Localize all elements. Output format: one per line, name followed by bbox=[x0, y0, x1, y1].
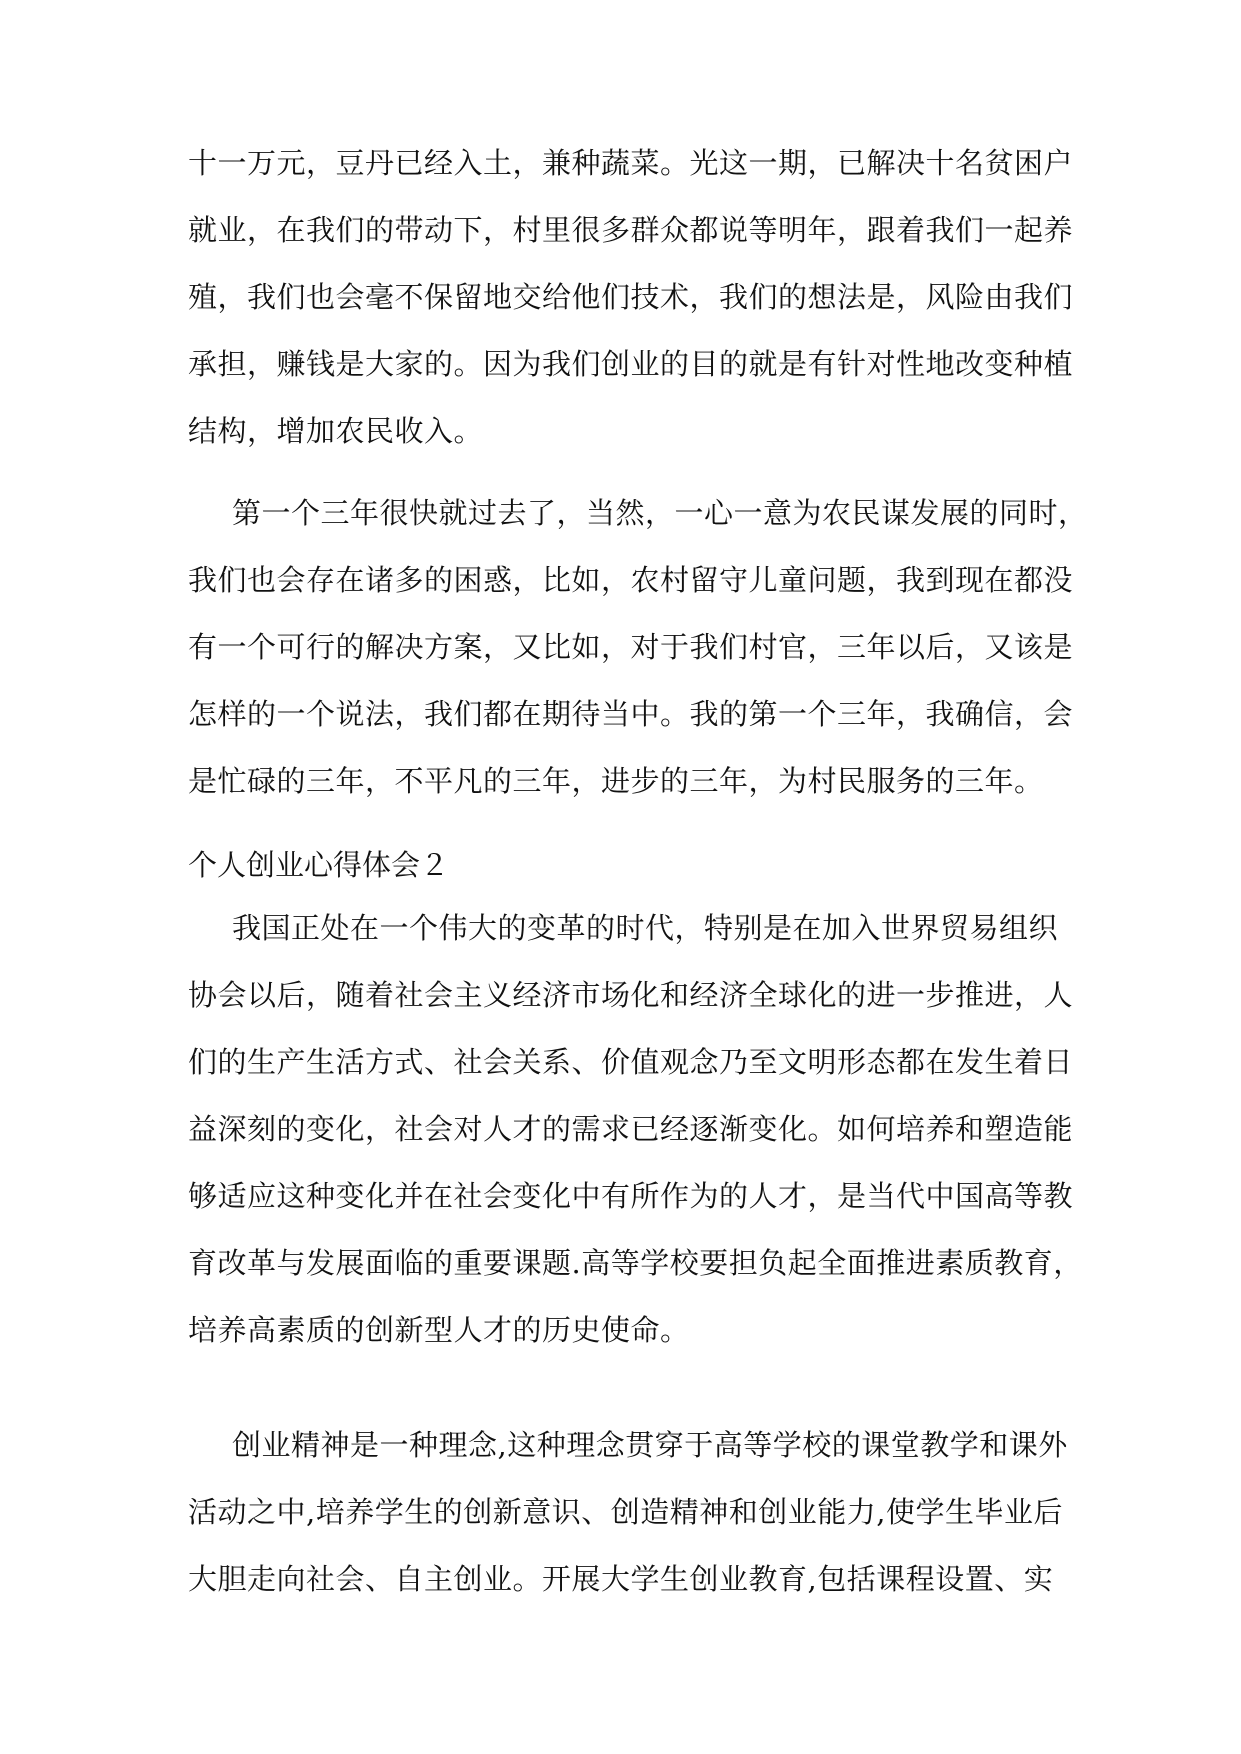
paragraph-3 bbox=[188, 895, 1083, 1364]
paragraph-line: 益深刻的变化，社会对人才的需求已经逐渐变化。如何培养和塑造能 bbox=[188, 1112, 1074, 1146]
paragraph-line: 培养高素质的创新型人才的历史使命。 bbox=[188, 1313, 690, 1347]
paragraph-line: 够适应这种变化并在社会变化中有所作为的人才，是当代中国高等教 bbox=[188, 1179, 1074, 1213]
paragraph-line: 承担，赚钱是大家的。因为我们创业的目的就是有针对性地改变种植 bbox=[188, 347, 1074, 381]
paragraph-line: 就业，在我们的带动下，村里很多群众都说等明年，跟着我们一起养 bbox=[188, 213, 1074, 247]
paragraph-line: 怎样的一个说法，我们都在期待当中。我的第一个三年，我确信，会 bbox=[188, 697, 1074, 731]
paragraph-line: 我们也会存在诸多的困惑，比如，农村留守儿童问题，我到现在都没 bbox=[188, 563, 1074, 597]
paragraph-line: 活动之中,培养学生的创新意识、创造精神和创业能力,使学生毕业后 bbox=[188, 1495, 1063, 1529]
section-heading: 个人创业心得体会２ bbox=[188, 848, 450, 882]
paragraph-line: 们的生产生活方式、社会关系、价值观念乃至文明形态都在发生着日 bbox=[188, 1045, 1074, 1079]
paragraph-line: 育改革与发展面临的重要课题.高等学校要担负起全面推进素质教育， bbox=[188, 1246, 1083, 1280]
paragraph-line: 大胆走向社会、自主创业。开展大学生创业教育,包括课程设置、实 bbox=[188, 1562, 1054, 1596]
paragraph-4 bbox=[188, 1412, 1068, 1613]
paragraph-line: 协会以后，随着社会主义经济市场化和经济全球化的进一步推进，人 bbox=[188, 978, 1074, 1012]
paragraph-line: 有一个可行的解决方案，又比如，对于我们村官，三年以后，又该是 bbox=[188, 630, 1074, 664]
paragraph-line: 是忙碌的三年，不平凡的三年，进步的三年，为村民服务的三年。 bbox=[188, 764, 1044, 798]
paragraph-line: 第一个三年很快就过去了，当然，一心一意为农民谋发展的同时， bbox=[232, 496, 1088, 530]
paragraph-1 bbox=[188, 130, 1074, 465]
paragraph-line: 十一万元，豆丹已经入土，兼种蔬菜。光这一期，已解决十名贫困户 bbox=[188, 146, 1074, 180]
paragraph-line: 殖，我们也会毫不保留地交给他们技术，我们的想法是，风险由我们 bbox=[188, 280, 1074, 314]
paragraph-line: 结构，增加农民收入。 bbox=[188, 414, 484, 448]
paragraph-line: 创业精神是一种理念,这种理念贯穿于高等学校的课堂教学和课外 bbox=[232, 1428, 1068, 1462]
paragraph-line: 我国正处在一个伟大的变革的时代，特别是在加入世界贸易组织 bbox=[232, 911, 1059, 945]
paragraph-2 bbox=[188, 480, 1088, 815]
